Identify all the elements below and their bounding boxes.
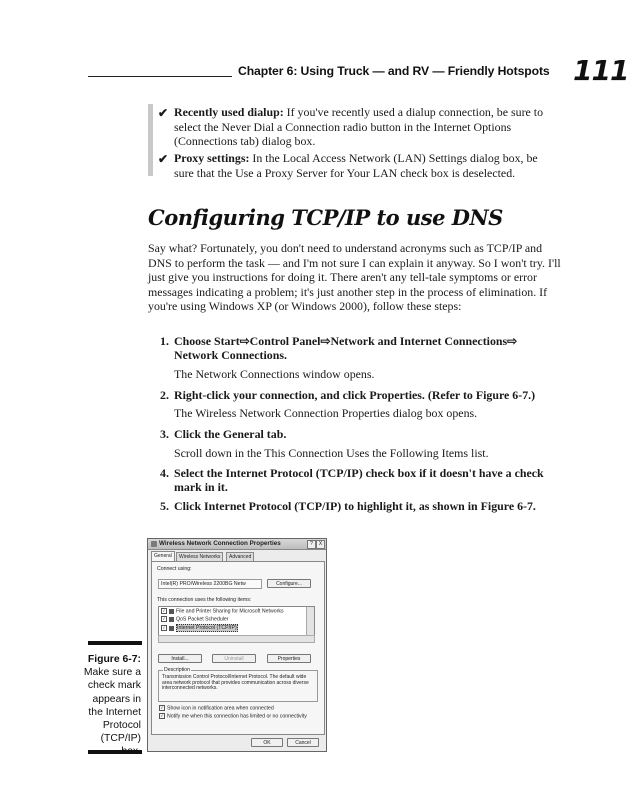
- ok-button[interactable]: OK: [251, 738, 283, 747]
- item-label: Internet Protocol (TCP/IP): [177, 625, 237, 632]
- caption-rule-top: [88, 641, 142, 645]
- bullet-item: [158, 105, 558, 149]
- item-label: File and Printer Sharing for Microsoft Networks: [176, 608, 284, 615]
- cancel-button[interactable]: Cancel: [287, 738, 319, 747]
- list-item[interactable]: [161, 616, 228, 623]
- bullet-text: If you've recently used a dialup connection, be sure to select the Never Dial a Connection radio button in the Internet Options (Connections tab) dialog box.: [174, 105, 544, 148]
- step-number: 5.: [160, 499, 169, 513]
- step-text: Choose Start⇨Control Panel⇨Network and Internet Connections⇨ Network Connections.: [174, 334, 518, 363]
- step-number: 1.: [160, 334, 169, 348]
- step-text: Select the Internet Protocol (TCP/IP) check box if it doesn't have a check mark in it.: [174, 466, 544, 495]
- list-vertical-scrollbar[interactable]: [306, 607, 314, 635]
- notify-checkbox[interactable]: [159, 713, 307, 719]
- step-note: The Wireless Network Connection Properties dialog box opens.: [174, 406, 478, 420]
- list-item[interactable]: [161, 608, 284, 615]
- description-label: Description: [164, 667, 190, 673]
- checkbox-box[interactable]: ✓: [160, 713, 164, 718]
- protocol-icon: [169, 626, 174, 631]
- checkbox-label: Show icon in notification area when connected: [167, 705, 274, 712]
- figure-label: Figure 6-7:: [87, 654, 141, 665]
- step-number: 2.: [160, 388, 169, 402]
- adapter-name: Intel(R) PRO/Wireless 2200BG Netw: [161, 581, 246, 587]
- tab-advanced[interactable]: Advanced: [226, 552, 254, 561]
- item-checkbox[interactable]: ✓: [162, 616, 166, 621]
- step-item: [160, 427, 560, 441]
- properties-button[interactable]: Properties: [267, 654, 311, 663]
- adapter-field: [158, 579, 262, 589]
- step-item: [160, 388, 560, 402]
- show-icon-checkbox[interactable]: [159, 705, 274, 711]
- checkbox-box[interactable]: ✓: [160, 705, 164, 710]
- running-head: Chapter 6: Using Truck — and RV — Friendly Hotspots: [238, 64, 550, 78]
- step-number: 3.: [160, 427, 169, 441]
- checkbox-label: Notify me when this connection has limited or no connectivity: [167, 713, 307, 720]
- tab-general[interactable]: General: [151, 551, 175, 561]
- step-note: The Network Connections window opens.: [174, 367, 375, 381]
- bullet-text: In the Local Access Network (LAN) Settings dialog box, be sure that the Use a Proxy Server for Your LAN check box is deselected.: [174, 151, 538, 180]
- description-text: Transmission Control Protocol/Internet Protocol. The default wide area network protocol that provides communication across diverse interconnected networks.: [162, 674, 309, 692]
- connect-using-label: Connect using:: [157, 566, 192, 572]
- network-icon: [151, 541, 157, 547]
- bullet-term: Proxy settings:: [174, 151, 250, 165]
- help-button[interactable]: ?: [307, 540, 316, 549]
- figure-caption-text: Make sure a check mark appears in the Internet Protocol (TCP/IP): [83, 667, 141, 745]
- description-group: [158, 667, 318, 702]
- components-list: [158, 606, 315, 636]
- install-button[interactable]: Install...: [158, 654, 202, 663]
- items-list-label: This connection uses the following items:: [157, 597, 252, 603]
- step-item: [160, 334, 560, 363]
- list-item-selected[interactable]: [161, 625, 238, 632]
- scheduler-icon: [169, 617, 174, 622]
- general-tab-panel: [151, 561, 325, 735]
- step-item: [160, 466, 560, 495]
- figure-caption: [80, 653, 141, 759]
- configure-button[interactable]: Configure...: [267, 579, 311, 588]
- dialog-title: Wireless Network Connection Properties: [159, 540, 281, 547]
- bullet-item: [158, 151, 558, 180]
- step-note: Scroll down in the This Connection Uses the Following Items list.: [174, 446, 489, 460]
- step-text: Click Internet Protocol (TCP/IP) to highlight it, as shown in Figure 6-7.: [174, 499, 536, 513]
- section-title: Configuring TCP/IP to use DNS: [148, 205, 503, 230]
- tab-wireless-networks[interactable]: Wireless Networks: [176, 552, 223, 561]
- step-number: 4.: [160, 466, 169, 480]
- step-text: Right-click your connection, and click Properties. (Refer to Figure 6-7.): [174, 388, 536, 402]
- sharing-icon: [169, 609, 174, 614]
- intro-paragraph: Say what? Fortunately, you don't need to understand acronyms such as TCP/IP and DNS to perform the task — and I'm not sure I can explain it anyway. So I won't try. I'll just give you instructions for doing it. There aren't any tell-tale symptoms or error messages indicating a problem; it's just another step in the process of elimination. If you're using Windows XP (or Windows 2000), follow these steps:: [148, 241, 561, 314]
- bullet-sidebar-bar: [148, 104, 153, 176]
- item-checkbox[interactable]: ✓: [162, 608, 166, 613]
- check-bullet-icon: ✔: [158, 106, 169, 120]
- header-rule: [88, 76, 232, 77]
- check-bullet-icon: ✔: [158, 152, 169, 166]
- page-number: 111: [573, 54, 629, 87]
- step-item: [160, 499, 560, 513]
- list-horizontal-scrollbar[interactable]: [158, 635, 315, 643]
- bullet-term: Recently used dialup:: [174, 105, 284, 119]
- uninstall-button[interactable]: Uninstall: [212, 654, 256, 663]
- caption-rule-bottom: [88, 750, 142, 754]
- item-checkbox[interactable]: ✓: [162, 625, 166, 630]
- close-button[interactable]: X: [316, 540, 325, 549]
- dialog-title-bar: [148, 539, 326, 550]
- step-text: Click the General tab.: [174, 427, 287, 441]
- properties-dialog: [147, 538, 327, 752]
- item-label: QoS Packet Scheduler: [176, 616, 229, 623]
